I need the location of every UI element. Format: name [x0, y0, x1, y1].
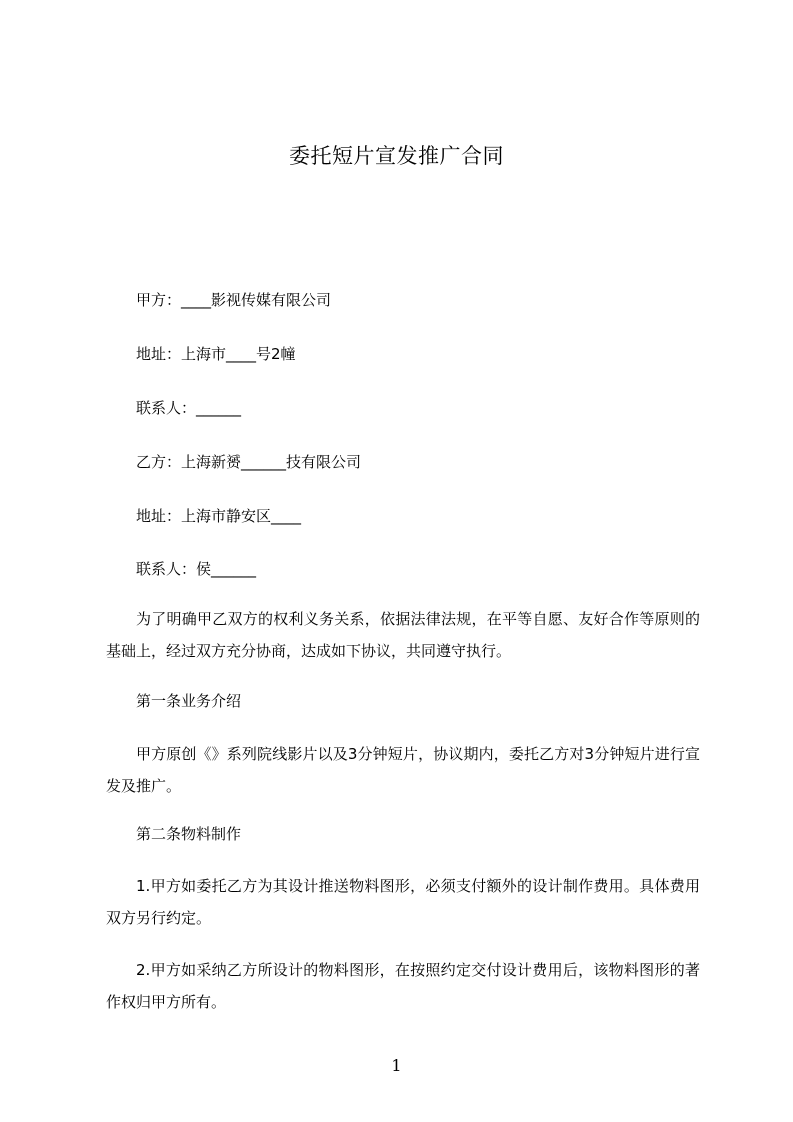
page-number: 1 — [391, 1056, 402, 1075]
document-title: 委托短片宣发推广合同 — [289, 144, 504, 168]
party-a-address-line: 地址：上海市____号2幢 — [136, 345, 296, 363]
party-a-contact-line: 联系人：______ — [136, 399, 242, 417]
article2-heading: 第二条物料制作 — [136, 825, 242, 843]
party-b-line: 乙方：上海新赟______技有限公司 — [136, 453, 362, 471]
party-a-line: 甲方：____影视传媒有限公司 — [136, 291, 332, 309]
article2-item1-paragraph: 1.甲方如委托乙方为其设计推送物料图形，必须支付额外的设计制作费用。具体费用双方另行约定。 — [106, 877, 700, 927]
article1-paragraph: 甲方原创《》系列院线影片以及3分钟短片，协议期内，委托乙方对3分钟短片进行宣发及推广。 — [106, 745, 700, 795]
party-b-contact-line: 联系人：侯______ — [136, 560, 257, 578]
preamble-paragraph: 为了明确甲乙双方的权利义务关系，依据法律法规，在平等自愿、友好合作等原则的基础上，经过双方充分协商，达成如下协议，共同遵守执行。 — [106, 610, 700, 660]
party-b-address-line: 地址：上海市静安区____ — [136, 507, 302, 525]
article1-heading: 第一条业务介绍 — [136, 692, 242, 710]
article2-item2-paragraph: 2.甲方如采纳乙方所设计的物料图形，在按照约定交付设计费用后，该物料图形的著作权归甲方所有。 — [106, 961, 700, 1011]
